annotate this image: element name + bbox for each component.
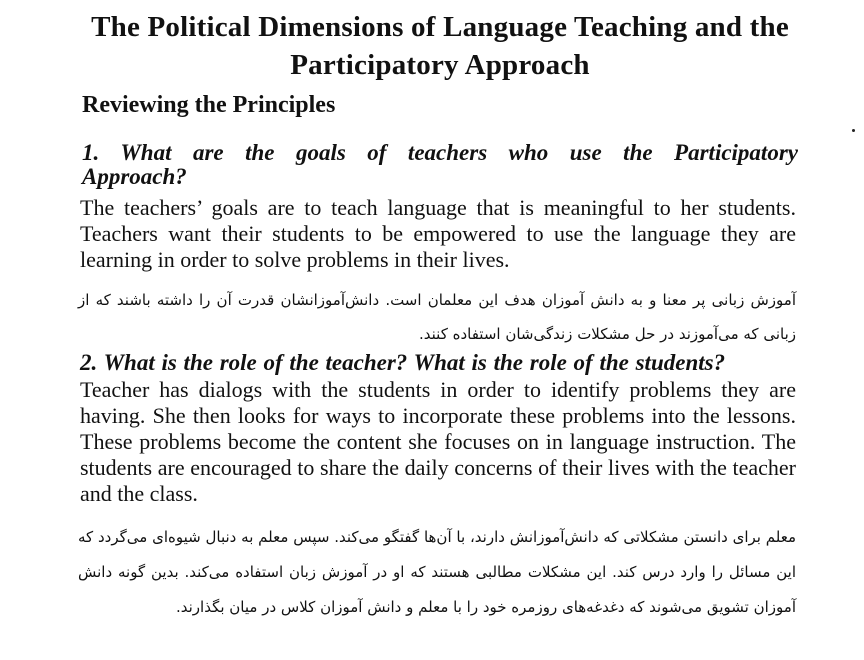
answer-1-persian: آموزش زبانی پر معنا و به دانش آموزان هدف این معلمان است. دانش‌آموزانشان قدرت آن را داشته باشند که از زبانی که می‌آموزند در حل مشکلات زندگی‌شان استفاده کنند. [78, 291, 796, 343]
page-title: The Political Dimensions of Language Teaching and the Participatory Approach [91, 11, 789, 81]
answer-2-persian: معلم برای دانستن مشکلاتی که دانش‌آموزانش دارند، با آن‌ها گفتگو می‌کند. سپس معلم به دنبال شیوه‌ای می‌گردد که این مسائل را وارد درس کند. این مشکلات مطالبی هستند که او در آموزش زبان استفاده می‌کند. بدین گونه دانش آموزان تشویق می‌شوند که دغدغه‌های روزمره خود را با معلم و دانش آموزان کلاس در میان بگذارند. [78, 528, 796, 616]
scan-speck [852, 129, 855, 132]
question-2: 2. What is the role of the teacher? What is the role of the students? [80, 350, 726, 375]
answer-1-english: The teachers’ goals are to teach language that is meaningful to her students. Teachers want their students to be empowered to use the language they are learning in order to solve problems in their lives. [80, 195, 796, 272]
section-heading: Reviewing the Principles [82, 92, 336, 118]
question-1: 1. What are the goals of teachers who use the Participatory Approach? [82, 140, 798, 189]
answer-2-english: Teacher has dialogs with the students in order to identify problems they are having. She then looks for ways to incorporate these problems into the lessons. These problems become the content she focuses on in language instruction. The students are encouraged to share the daily concerns of their lives with the teacher and the class. [80, 377, 796, 506]
